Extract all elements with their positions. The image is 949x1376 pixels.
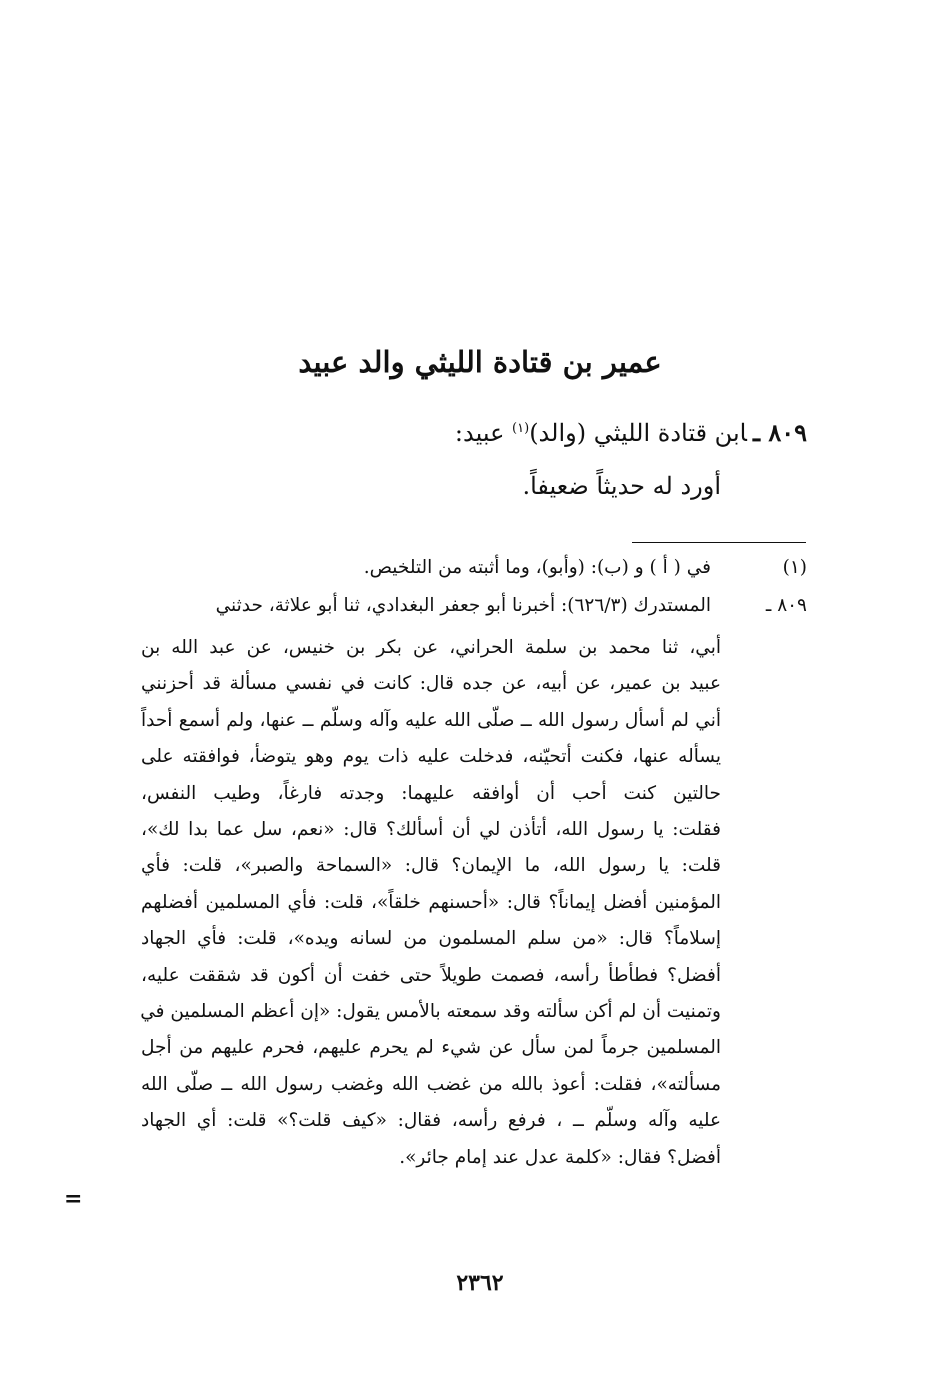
footnote-reference: (١) xyxy=(512,421,530,436)
footnote-line: فقلت: يا رسول الله، أتأذن لي أن أسألك؟ قال: «نعم، سل عما بدا لك»، xyxy=(141,819,721,841)
footnote-line: أبي، ثنا محمد بن سلمة الحراني، عن بكر بن خنيس، عن عبد الله بن xyxy=(141,637,721,658)
entry-description: أورد له حديثاً ضعيفاً. xyxy=(522,472,721,500)
footnote-line: عليه وآله وسلّم ــ ، فرفع رأسه، فقال: «كيف قلت؟» قلت: أي الجهاد xyxy=(141,1110,721,1132)
footnote-1-marker: (١) xyxy=(782,557,807,578)
footnote-line: المسلمين جرماً لمن سأل عن شيء لم يحرم عليهم، فحرم عليهم من أجل xyxy=(141,1037,721,1059)
footnote-line: إسلاماً؟ قال: «من سلم المسلمون من لسانه ويده»، قلت: فأي الجهاد xyxy=(141,928,721,950)
footnote-1-text: في ( أ ) و (ب): (وأبو)، وما أثبته من التلخيص. xyxy=(363,557,711,578)
footnote-line: أني لم أسأل رسول الله ــ صلّى الله عليه وآله وسلّم ــ عنها، ولم أسمع أحداً xyxy=(141,709,721,731)
section-title: عمير بن قتادة الليثي والد عبيد xyxy=(298,345,662,379)
footnote-809-first-line xyxy=(97,595,807,616)
footnote-line: قلت: يا رسول الله، ما الإيمان؟ قال: «السماحة والصبر»، قلت: فأي xyxy=(141,855,721,877)
page-number: ٢٣٦٢ xyxy=(456,1270,504,1296)
footnote-809-source: المستدرك (٦٢٦/٣): أخبرنا أبو جعفر البغدادي، ثنا أبو علاثة، حدثني xyxy=(215,595,711,616)
footnote-line: يسأله عنها، فكنت أتحيّنه، فدخلت عليه ذات يوم وهو يتوضأ، فوافقته على xyxy=(141,746,721,768)
entry-number: ٨٠٩ ـ xyxy=(752,418,807,447)
entry-heading-line xyxy=(127,418,807,447)
footnote-line: حالتين كنت أحب أن أوافقه عليهما: وجدته فارغاً، وطيب النفس، xyxy=(141,782,721,804)
entry-name-text: ابن قتادة الليثي (والد) xyxy=(529,419,747,447)
footnote-1 xyxy=(97,557,807,578)
footnote-line: أفضل؟ فقال: «كلمة عدل عند إمام جائر». xyxy=(399,1146,721,1168)
footnote-separator xyxy=(632,542,806,543)
footnote-809-body xyxy=(141,630,721,1176)
footnote-line: مسألته»، فقلت: أعوذ بالله من غضب الله وغضب رسول الله ــ صلّى الله xyxy=(141,1073,721,1095)
continuation-mark: = xyxy=(64,1186,83,1212)
footnote-line: عبيد بن عمير، عن أبيه، عن جده قال: كانت في نفسي مسألة قد أحزنني xyxy=(141,673,721,695)
footnote-809-marker: ٨٠٩ ـ xyxy=(765,595,807,616)
footnote-line: وتمنيت أن لم أكن سألته وقد سمعته بالأمس يقول: «إن أعظم المسلمين في xyxy=(140,1001,721,1023)
entry-name-suffix: عبيد: xyxy=(454,419,513,447)
footnote-line: المؤمنين أفضل إيماناً؟ قال: «أحسنهم خلقاً»، قلت: فأي المسلمين أفضلهم xyxy=(141,891,721,913)
footnote-line: أفضل؟ فطأطأ رأسه، فصمت طويلاً حتى خفت أن أكون قد شققت عليه، xyxy=(141,964,721,986)
